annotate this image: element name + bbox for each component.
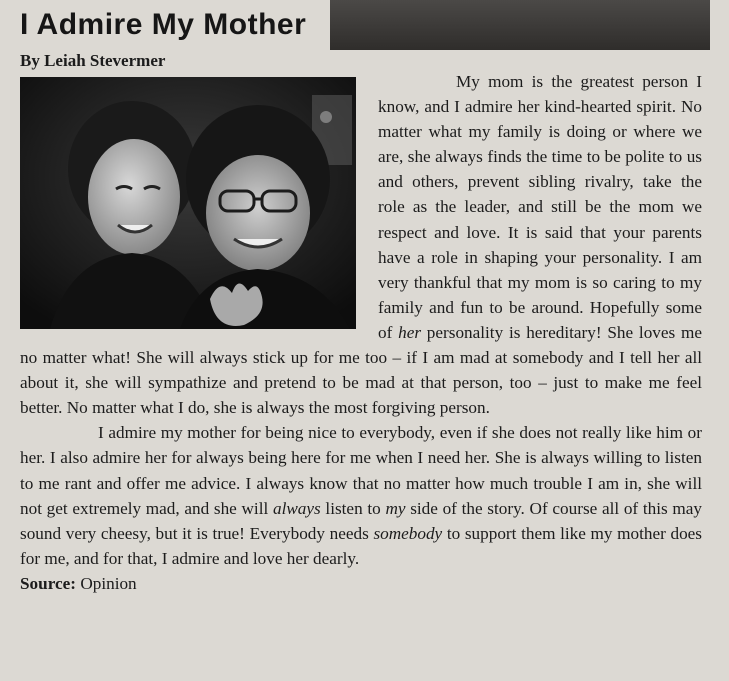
article-body [20, 69, 702, 596]
paragraph-2-part-7: to support them like my mother does for me, and for that, I admire and love her dearly. [20, 523, 702, 568]
source-value: Opinion [76, 573, 137, 593]
mother-daughter-photo [20, 77, 356, 329]
article-paragraph-2 [20, 420, 702, 571]
source-label: Source: [20, 573, 77, 593]
article-source [20, 571, 702, 596]
paragraph-2-part-1: I admire my mother for being nice to everybody, even if she does not really like him or her. I also admire her for always being here for me when I need her. She is always willing to listen to me rant and offer me advice. I always know that no matter how much trouble I am in, she will not get extremely mad, and she will [20, 423, 702, 518]
paragraph-2-emphasis-my: my [385, 498, 406, 518]
paragraph-2-part-3: listen to [320, 498, 386, 518]
article-byline: By Leiah Stevermer [20, 51, 166, 70]
article-headline: I Admire My Mother [20, 8, 307, 41]
paragraph-2-part-5: side of the story. Of course all of this may sound very cheesy, but it is true! Everybody needs [20, 498, 702, 543]
paragraph-1-part-3: personality is hereditary! She loves me no matter what! She will always stick up for me too – if I am mad at somebody and I tell her all about it, she will sympathize and pretend to be mad at that person, too – just to make me feel better. No matter what I do, she is always the most forgiving person. [20, 322, 702, 418]
paragraph-1-emphasis-her: her [398, 322, 422, 342]
paragraph-1-part-1: My mom is the greatest person I know, and I admire her kind-hearted spirit. No matter what my family is doing or where we are, she always finds the time to be polite to us and others, prevent sibling rivalry, take the role as the leader, and still be the mom we respect and love. It is said that your parents have a role in shaping your personality. I am very thankful that my mom is so caring to my family and fun to be around. Hopefully some of [378, 72, 702, 342]
photo-illustration [20, 77, 356, 329]
paragraph-2-emphasis-always: always [272, 498, 321, 518]
adjacent-article-photo-strip [330, 0, 710, 50]
paragraph-2-emphasis-somebody: somebody [373, 523, 443, 543]
